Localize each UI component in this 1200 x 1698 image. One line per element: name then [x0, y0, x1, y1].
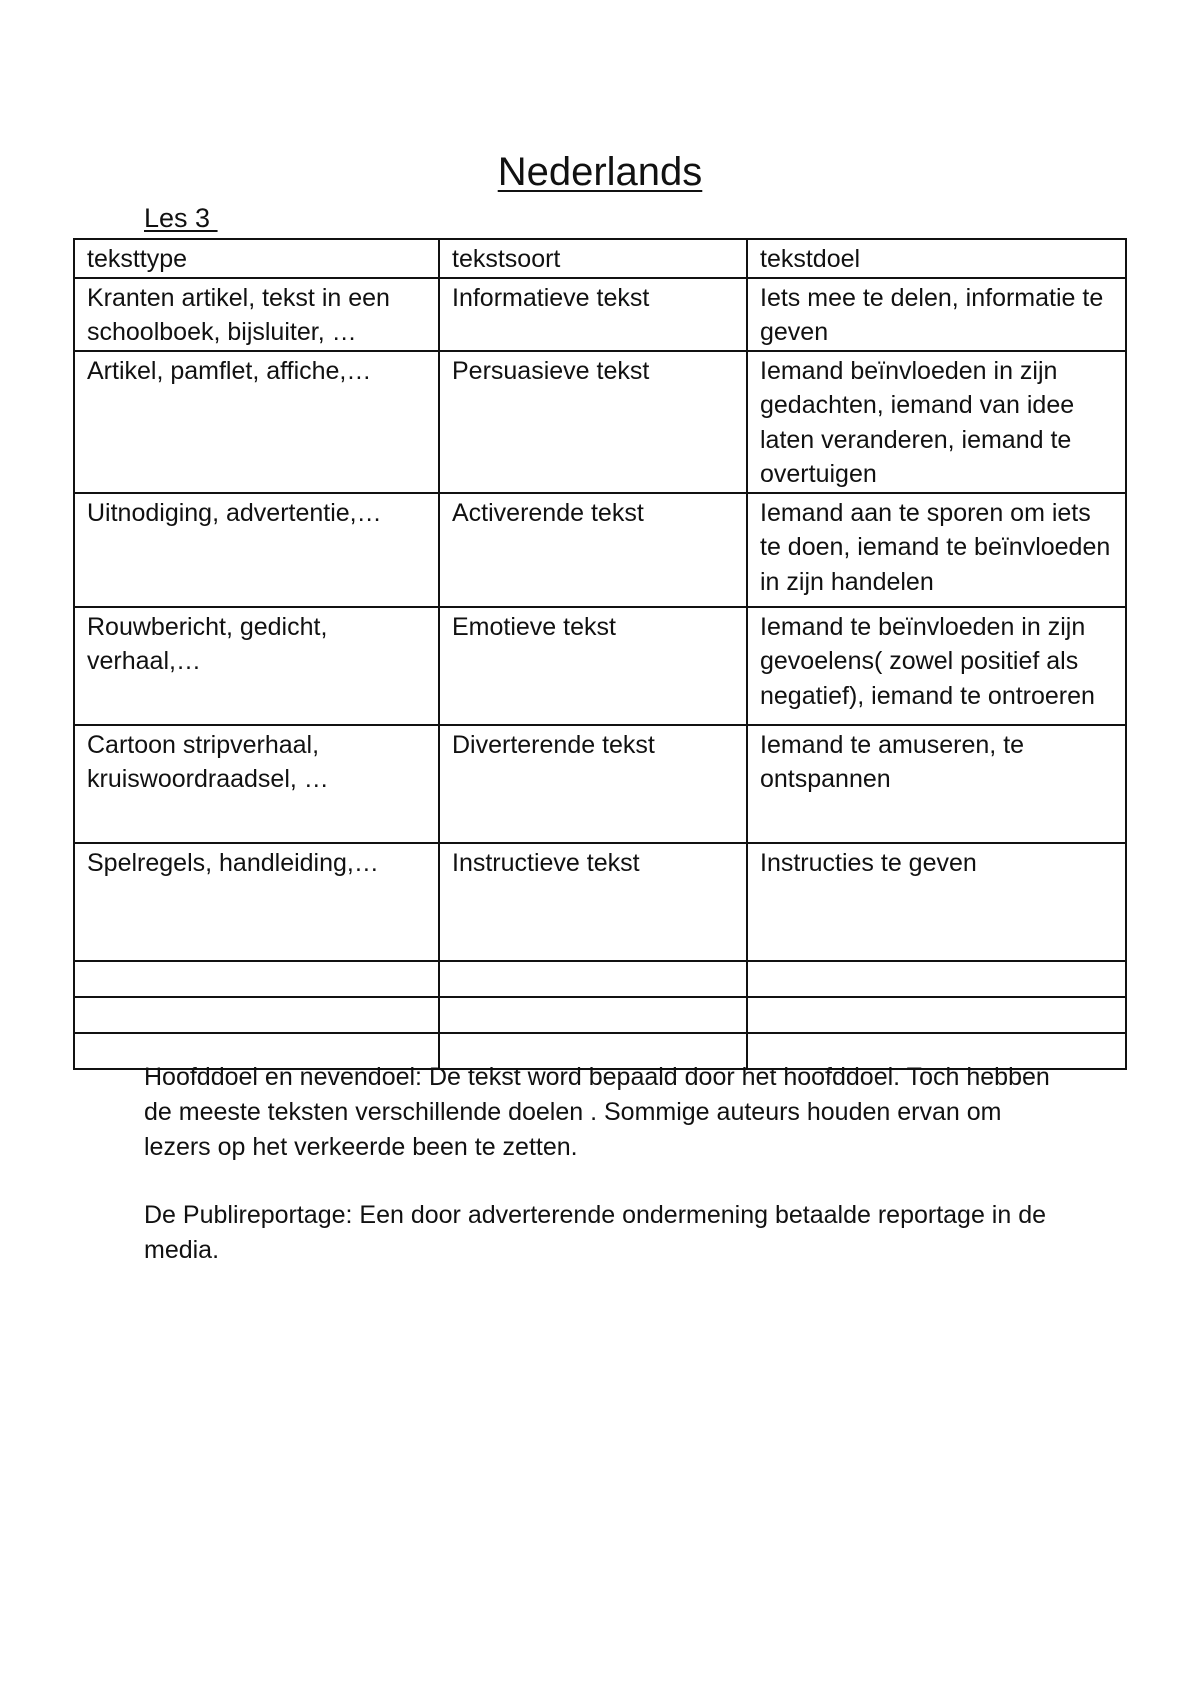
- cell-tekstsoort: [439, 997, 747, 1033]
- cell-tekstsoort: Informatieve tekst: [439, 278, 747, 351]
- cell-tekstdoel: [747, 961, 1126, 997]
- header-tekstsoort: tekstsoort: [439, 239, 747, 278]
- cell-tekstdoel: Instructies te geven: [747, 843, 1126, 961]
- cell-tekstdoel: Iemand aan te sporen om iets te doen, iemand te beïnvloeden in zijn handelen: [747, 493, 1126, 607]
- cell-teksttype: Rouwbericht, gedicht, verhaal,…: [74, 607, 439, 725]
- header-tekstdoel: tekstdoel: [747, 239, 1126, 278]
- page-title: Nederlands: [497, 150, 703, 194]
- cell-tekstsoort: Instructieve tekst: [439, 843, 747, 961]
- table-row: [74, 607, 1126, 725]
- cell-tekstsoort: Emotieve tekst: [439, 607, 747, 725]
- table-row: [74, 843, 1126, 961]
- table-row: [74, 351, 1126, 493]
- cell-teksttype: Artikel, pamflet, affiche,…: [74, 351, 439, 493]
- cell-teksttype: Cartoon stripverhaal, kruiswoordraadsel, …: [74, 725, 439, 843]
- table-header-row: [74, 239, 1126, 278]
- cell-tekstdoel: [747, 997, 1126, 1033]
- table-row-empty: [74, 961, 1126, 997]
- table-row: [74, 278, 1126, 351]
- publireportage-paragraph: De Publireportage: Een door adverterende ondermening betaalde reportage in de media.: [144, 1201, 1047, 1264]
- cell-teksttype: Uitnodiging, advertentie,…: [74, 493, 439, 607]
- cell-teksttype: Spelregels, handleiding,…: [74, 843, 439, 961]
- cell-teksttype: [74, 997, 439, 1033]
- cell-tekstdoel: Iets mee te delen, informatie te geven: [747, 278, 1126, 351]
- cell-teksttype: Kranten artikel, tekst in een schoolboek, bijsluiter, …: [74, 278, 439, 351]
- table-row-empty: [74, 997, 1126, 1033]
- header-teksttype: teksttype: [74, 239, 439, 278]
- cell-teksttype: [74, 961, 439, 997]
- cell-tekstdoel: Iemand beïnvloeden in zijn gedachten, iemand van idee laten veranderen, iemand te overtuigen: [747, 351, 1126, 493]
- table-row: [74, 725, 1126, 843]
- cell-tekstsoort: Persuasieve tekst: [439, 351, 747, 493]
- cell-tekstdoel: Iemand te beïnvloeden in zijn gevoelens( zowel positief als negatief), iemand te ontroeren: [747, 607, 1126, 725]
- cell-tekstsoort: Activerende tekst: [439, 493, 747, 607]
- hoofddoel-paragraph: Hoofddoel en nevendoel: De tekst word bepaald door het hoofddoel. Toch hebben de meeste teksten verschillende doelen . Sommige auteurs houden ervan om lezers op het verkeerde been te zetten.: [144, 1063, 1050, 1161]
- text-types-table: [73, 238, 1127, 1070]
- table-row: [74, 493, 1126, 607]
- cell-tekstdoel: Iemand te amuseren, te ontspannen: [747, 725, 1126, 843]
- lesson-subtitle: Les 3: [144, 203, 218, 233]
- cell-tekstsoort: [439, 961, 747, 997]
- cell-tekstsoort: Diverterende tekst: [439, 725, 747, 843]
